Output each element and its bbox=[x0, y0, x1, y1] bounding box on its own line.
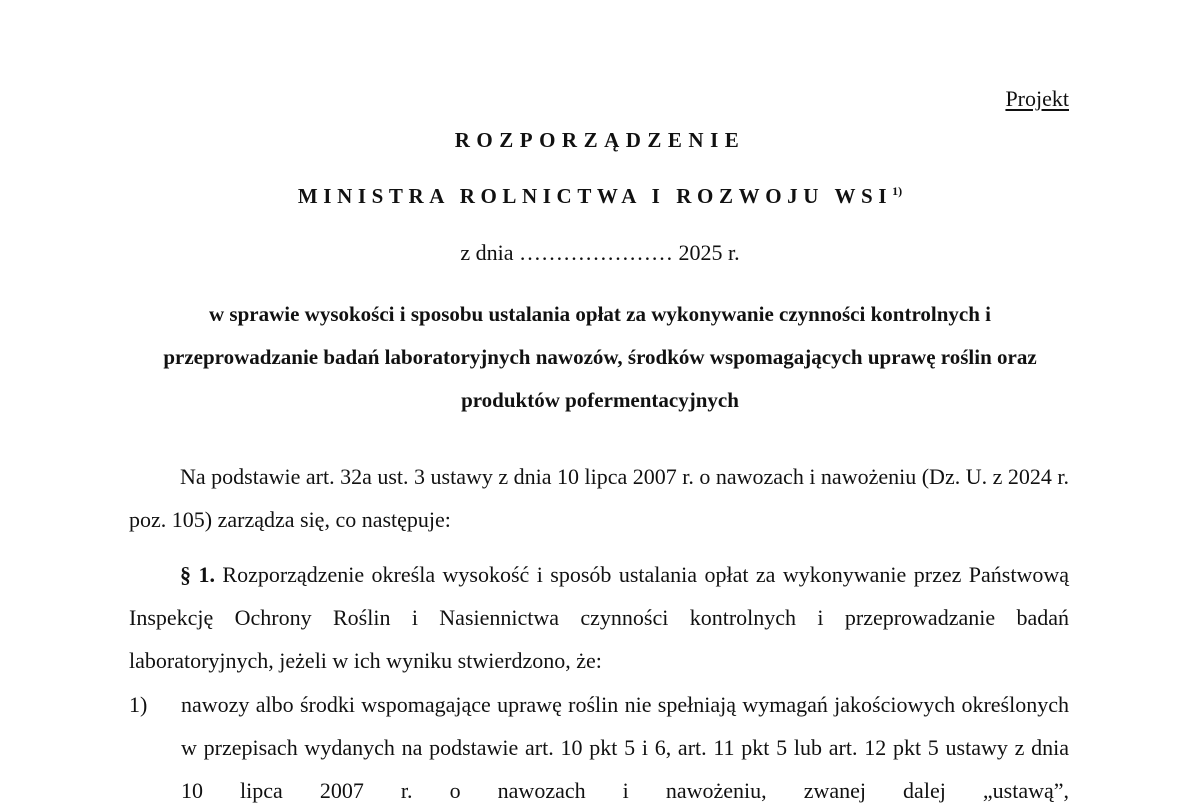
legal-basis-paragraph: Na podstawie art. 32a ust. 3 ustawy z dnia 10 lipca 2007 r. o nawozach i nawożeniu (Dz. U. z 2024 r. poz. 105) zarządza się, co następuje: bbox=[129, 464, 1069, 532]
subject-heading: w sprawie wysokości i sposobu ustalania opłat za wykonywanie czynności kontrolnych i przeprowadzanie badań laboratoryjnych nawozów, środków wspomagających uprawę roślin oraz produktów pofermentacyjnych bbox=[163, 302, 1037, 412]
section-marker: § 1. bbox=[180, 562, 215, 587]
section-1-paragraph bbox=[129, 553, 1069, 682]
section-1-text: Rozporządzenie określa wysokość i sposób ustalania opłat za wykonywanie przez Państwową Inspekcję Ochrony Roślin i Nasiennictwa czynności kontrolnych i przeprowadzanie badań laboratoryjnych, jeżeli w ich wyniku stwierdzono, że: bbox=[129, 562, 1070, 673]
document-type-heading: ROZPORZĄDZENIE bbox=[454, 128, 746, 152]
draft-label: Projekt bbox=[1005, 86, 1069, 111]
date-line: z dnia ………………… 2025 r. bbox=[460, 240, 740, 265]
footnote-marker: 1) bbox=[892, 184, 903, 198]
issuer-name: MINISTRA ROLNICTWA I ROZWOJU WSI bbox=[297, 184, 893, 208]
list-item-text: nawozy albo środki wspomagające uprawę roślin nie spełniają wymagań jakościowych określonych w przepisach wydanych na podstawie art. 10 pkt 5 i 6, art. 11 pkt 5 lub art. 12 pkt 5 ustawy z dnia 10 lipca 2007 r. o nawozach i nawożeniu, zwanej dalej „ustawą”, bbox=[181, 692, 1069, 803]
list-item-number: 1) bbox=[129, 692, 148, 717]
issuer-heading bbox=[0, 184, 1200, 209]
